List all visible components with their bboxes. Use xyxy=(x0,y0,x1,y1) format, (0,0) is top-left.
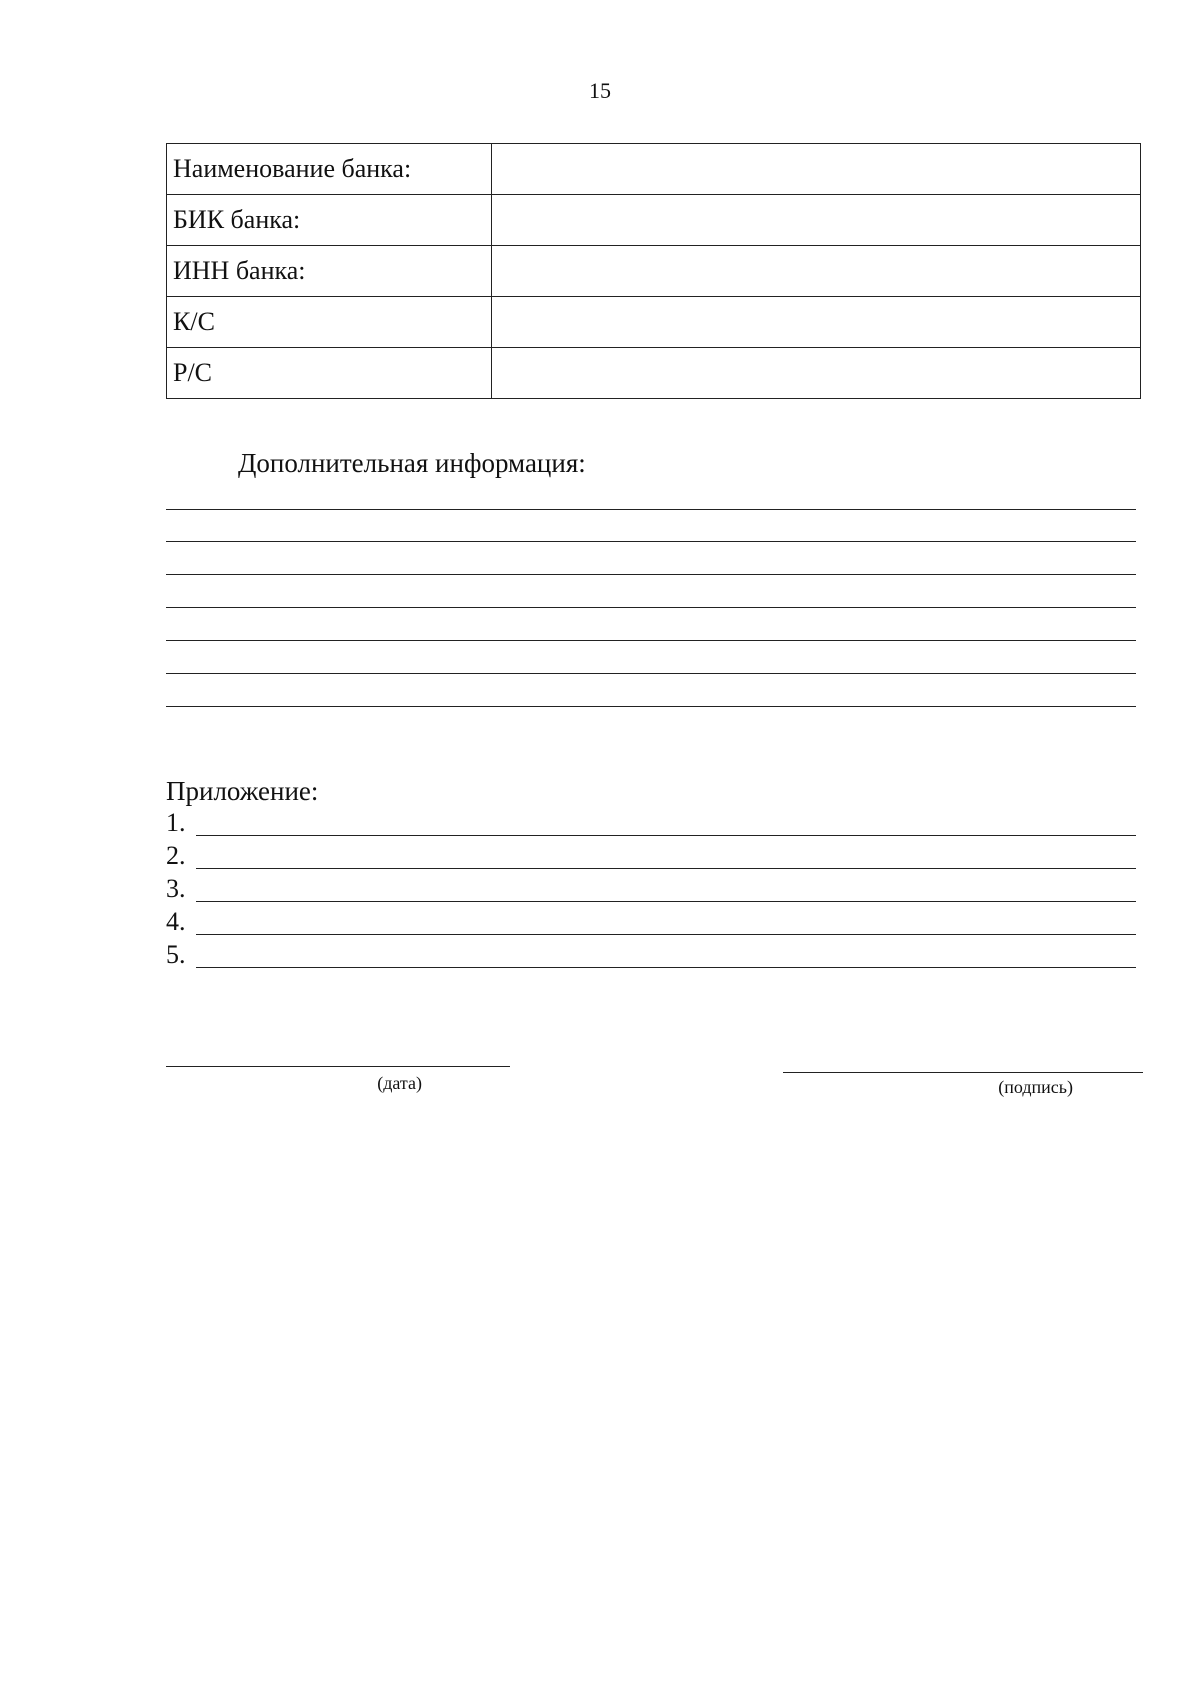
additional-info-line-3[interactable] xyxy=(166,574,1136,575)
correspondent-account-field[interactable] xyxy=(492,297,1141,348)
appendix-item-3 xyxy=(166,874,1136,906)
appendix-item-4 xyxy=(166,907,1136,939)
table-row xyxy=(167,195,1141,246)
table-row xyxy=(167,348,1141,399)
bank-inn-field[interactable] xyxy=(492,246,1141,297)
appendix-item-5 xyxy=(166,940,1136,972)
additional-info-line-6[interactable] xyxy=(166,673,1136,674)
bank-bik-field[interactable] xyxy=(492,195,1141,246)
appendix-item-number: 1. xyxy=(166,808,186,837)
appendix-item-number: 2. xyxy=(166,841,186,870)
page-number: 15 xyxy=(589,78,611,103)
signature-caption: (подпись) xyxy=(998,1077,1073,1097)
table-row xyxy=(167,144,1141,195)
appendix-item-line[interactable] xyxy=(196,835,1136,836)
additional-info-line-5[interactable] xyxy=(166,640,1136,641)
additional-info-line-2[interactable] xyxy=(166,541,1136,542)
appendix-item-number: 4. xyxy=(166,907,186,936)
table-row xyxy=(167,246,1141,297)
date-caption: (дата) xyxy=(377,1073,422,1093)
settlement-account-field[interactable] xyxy=(492,348,1141,399)
appendix-item-number: 3. xyxy=(166,874,186,903)
appendix-item-number: 5. xyxy=(166,940,186,969)
appendix-item-line[interactable] xyxy=(196,967,1136,968)
appendix-item-line[interactable] xyxy=(196,868,1136,869)
appendix-item-line[interactable] xyxy=(196,901,1136,902)
settlement-account-label: Р/С xyxy=(167,348,492,399)
date-line[interactable] xyxy=(166,1066,510,1067)
bank-inn-label: ИНН банка: xyxy=(167,246,492,297)
additional-info-line-4[interactable] xyxy=(166,607,1136,608)
appendix-title: Приложение: xyxy=(166,776,319,806)
table-row xyxy=(167,297,1141,348)
bank-name-field[interactable] xyxy=(492,144,1141,195)
appendix-item-line[interactable] xyxy=(196,934,1136,935)
additional-info-title: Дополнительная информация: xyxy=(238,448,586,478)
additional-info-line-7[interactable] xyxy=(166,706,1136,707)
appendix-item-2 xyxy=(166,841,1136,873)
bank-bik-label: БИК банка: xyxy=(167,195,492,246)
bank-details-table xyxy=(166,143,1141,399)
signature-line[interactable] xyxy=(783,1072,1143,1073)
correspondent-account-label: К/С xyxy=(167,297,492,348)
appendix-item-1 xyxy=(166,808,1136,840)
additional-info-line-1[interactable] xyxy=(166,509,1136,510)
bank-name-label: Наименование банка: xyxy=(167,144,492,195)
